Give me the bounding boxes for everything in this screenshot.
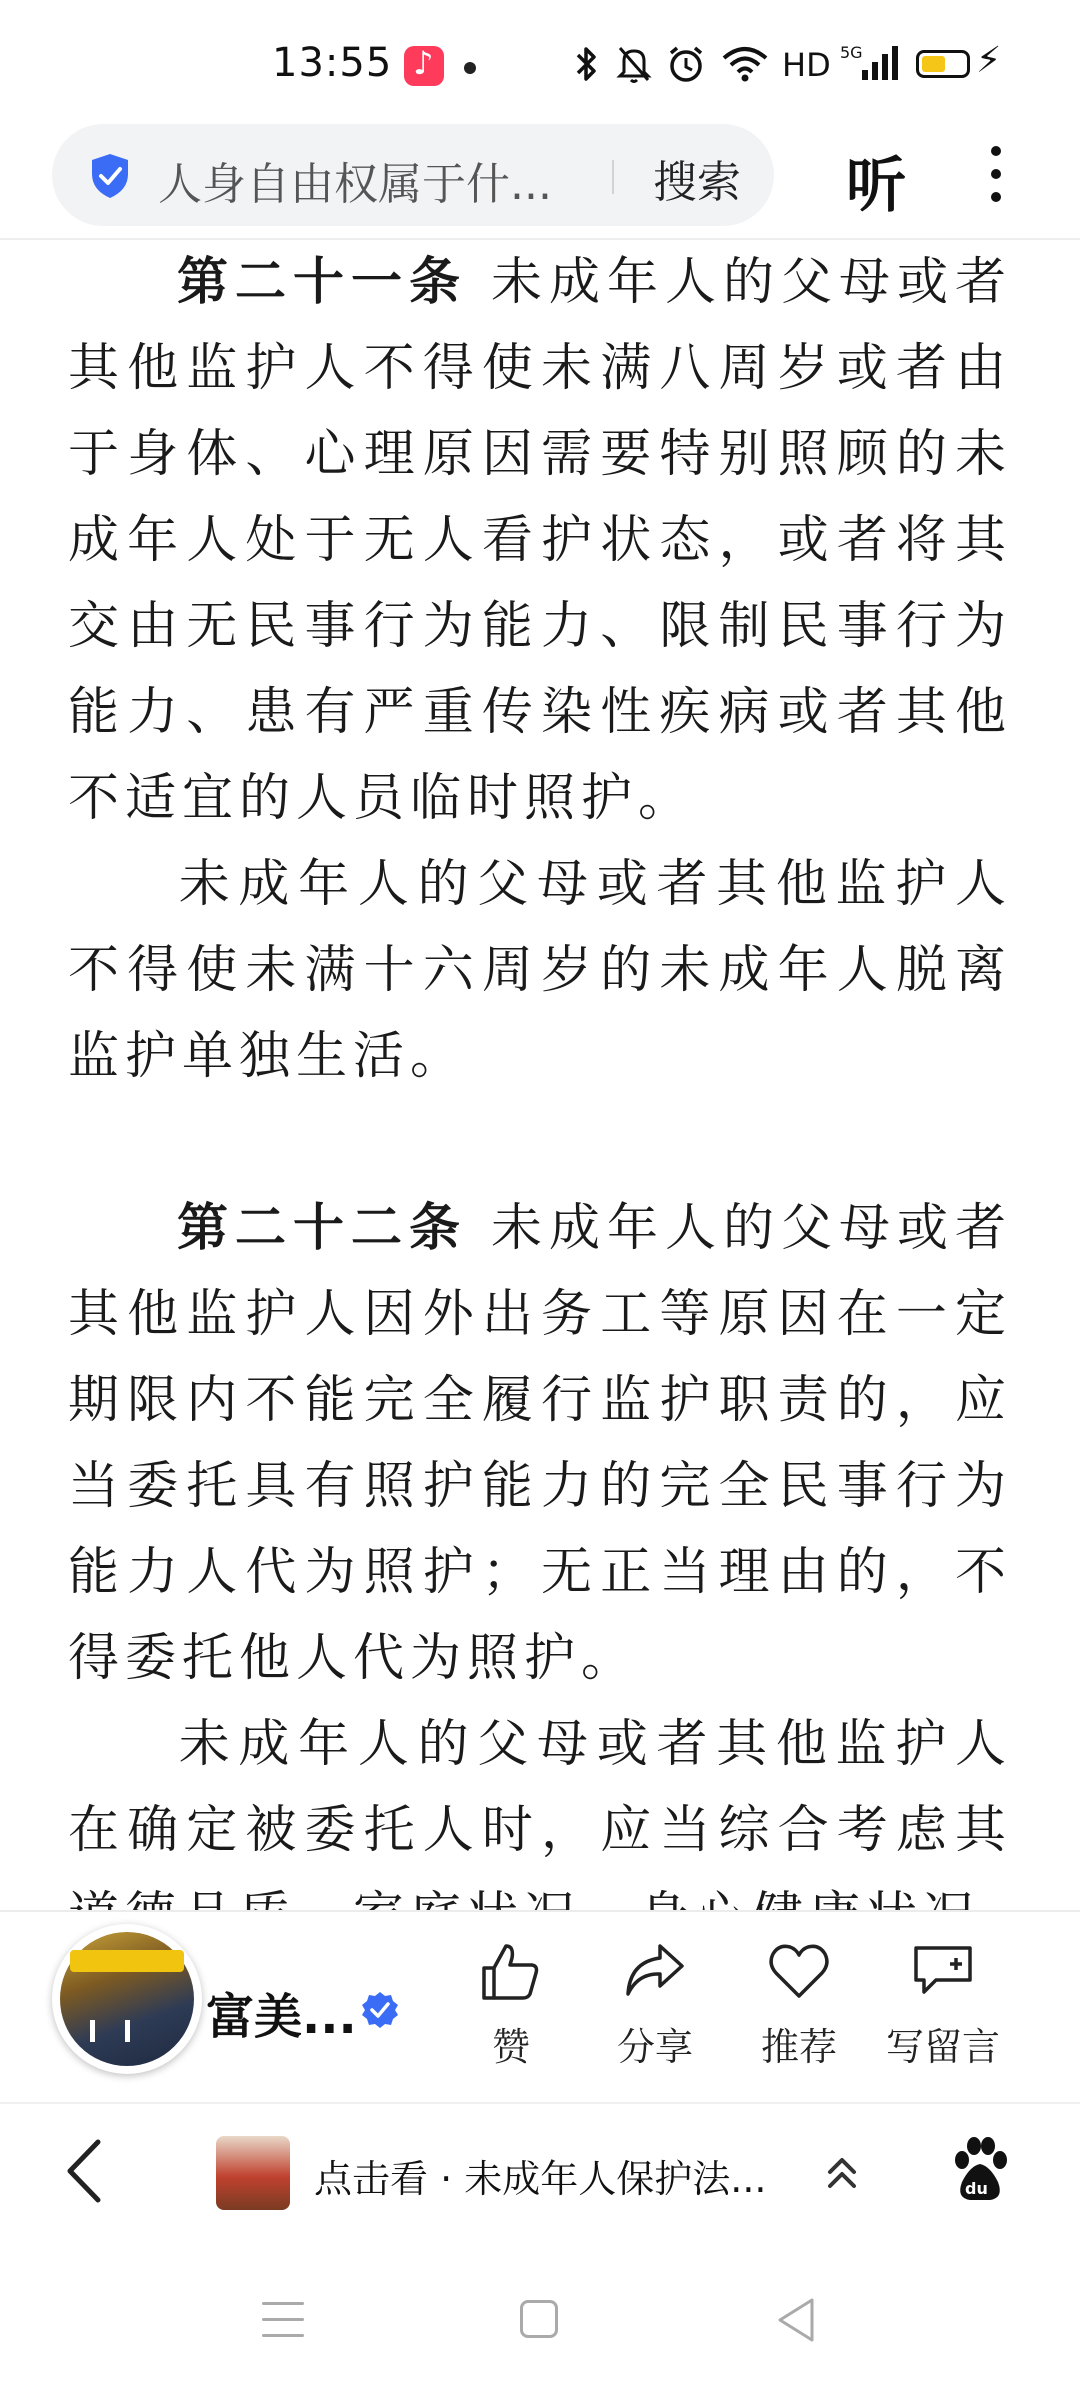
author-name[interactable]: 富美... bbox=[206, 1989, 357, 2045]
notification-dot-icon bbox=[464, 62, 476, 74]
write-comment-button[interactable] bbox=[878, 1940, 1008, 2071]
recommend-button[interactable] bbox=[734, 1940, 864, 2071]
comment-icon bbox=[910, 1940, 976, 2002]
bluetooth-icon bbox=[574, 44, 600, 84]
back-arrow-icon[interactable] bbox=[60, 2136, 110, 2206]
paragraph-text: 未成年人的父母或者其他监护人因外出务工等原因在一定期限内不能完全履行监护职责的，应当委托具有照护能力的完全民事行为能力人代为照护；无正当理由的，不得委托他人代为照护。 bbox=[68, 1199, 1012, 1688]
expand-up-icon[interactable] bbox=[822, 2152, 862, 2192]
verified-badge-icon bbox=[360, 1990, 400, 2030]
article-number: 第二十二条 bbox=[176, 1199, 467, 1258]
paragraph-text: 未成年人的父母或者其他监护人不得使未满八周岁或者由于身体、心理原因需要特别照顾的未成年人处于无人看护状态，或者将其交由无民事行为能力、限制民事行为能力、患有严重传染性疾病或者其他不适宜的人员临时照护。 bbox=[68, 253, 1012, 828]
article-number: 第二十一条 bbox=[176, 253, 467, 312]
search-button[interactable]: 搜索 bbox=[653, 157, 741, 208]
heart-icon bbox=[766, 1940, 832, 2002]
video-thumbnail[interactable] bbox=[216, 2136, 290, 2210]
battery-icon bbox=[916, 50, 970, 78]
article-paragraph bbox=[68, 1186, 1012, 1702]
write-comment-label: 写留言 bbox=[885, 2025, 1000, 2069]
network-gen-label: 5G bbox=[840, 43, 863, 62]
charging-icon: ⚡ bbox=[976, 40, 1002, 81]
like-label: 赞 bbox=[491, 2025, 530, 2069]
like-button[interactable] bbox=[446, 1940, 576, 2071]
home-icon[interactable] bbox=[520, 2300, 558, 2338]
thumbs-up-icon bbox=[478, 1940, 544, 2002]
signal-icon bbox=[840, 40, 904, 84]
recommend-label: 推荐 bbox=[760, 2025, 837, 2069]
wifi-icon bbox=[720, 44, 770, 84]
search-divider bbox=[612, 160, 614, 194]
more-menu-icon[interactable] bbox=[988, 146, 1004, 206]
alarm-icon bbox=[666, 44, 706, 84]
paragraph-text: 未成年人的父母或者其他监护人在确定被委托人时，应当综合考虑其 bbox=[68, 1715, 1012, 1860]
music-app-icon bbox=[404, 46, 444, 86]
baidu-paw-icon[interactable] bbox=[948, 2136, 1012, 2206]
mute-icon bbox=[616, 44, 652, 84]
article-paragraph bbox=[68, 842, 1012, 1100]
security-shield-icon bbox=[88, 152, 132, 200]
system-back-icon[interactable] bbox=[774, 2296, 818, 2344]
network-label: HD bbox=[782, 46, 831, 84]
share-label: 分享 bbox=[616, 2025, 693, 2069]
share-icon bbox=[622, 1940, 688, 2002]
article-body bbox=[0, 240, 1080, 1910]
recent-apps-icon[interactable] bbox=[262, 2302, 304, 2338]
listen-button[interactable]: 听 bbox=[846, 151, 906, 221]
battery-level-fill bbox=[922, 56, 945, 72]
article-paragraph bbox=[68, 240, 1012, 842]
share-button[interactable] bbox=[590, 1940, 720, 2071]
status-bar bbox=[0, 0, 1080, 120]
status-time: 13:55 bbox=[272, 40, 393, 86]
related-video-title[interactable]: 点击看 · 未成年人保护法... bbox=[314, 2157, 767, 2201]
author-avatar[interactable] bbox=[52, 1924, 202, 2074]
svg-text:du: du bbox=[965, 2179, 988, 2198]
paragraph-text: 未成年人的父母或者其他监护人不得使未满十六周岁的未成年人脱离监护单独生活。 bbox=[68, 855, 1012, 1086]
search-query-text[interactable]: 人身自由权属于什... bbox=[158, 159, 552, 210]
